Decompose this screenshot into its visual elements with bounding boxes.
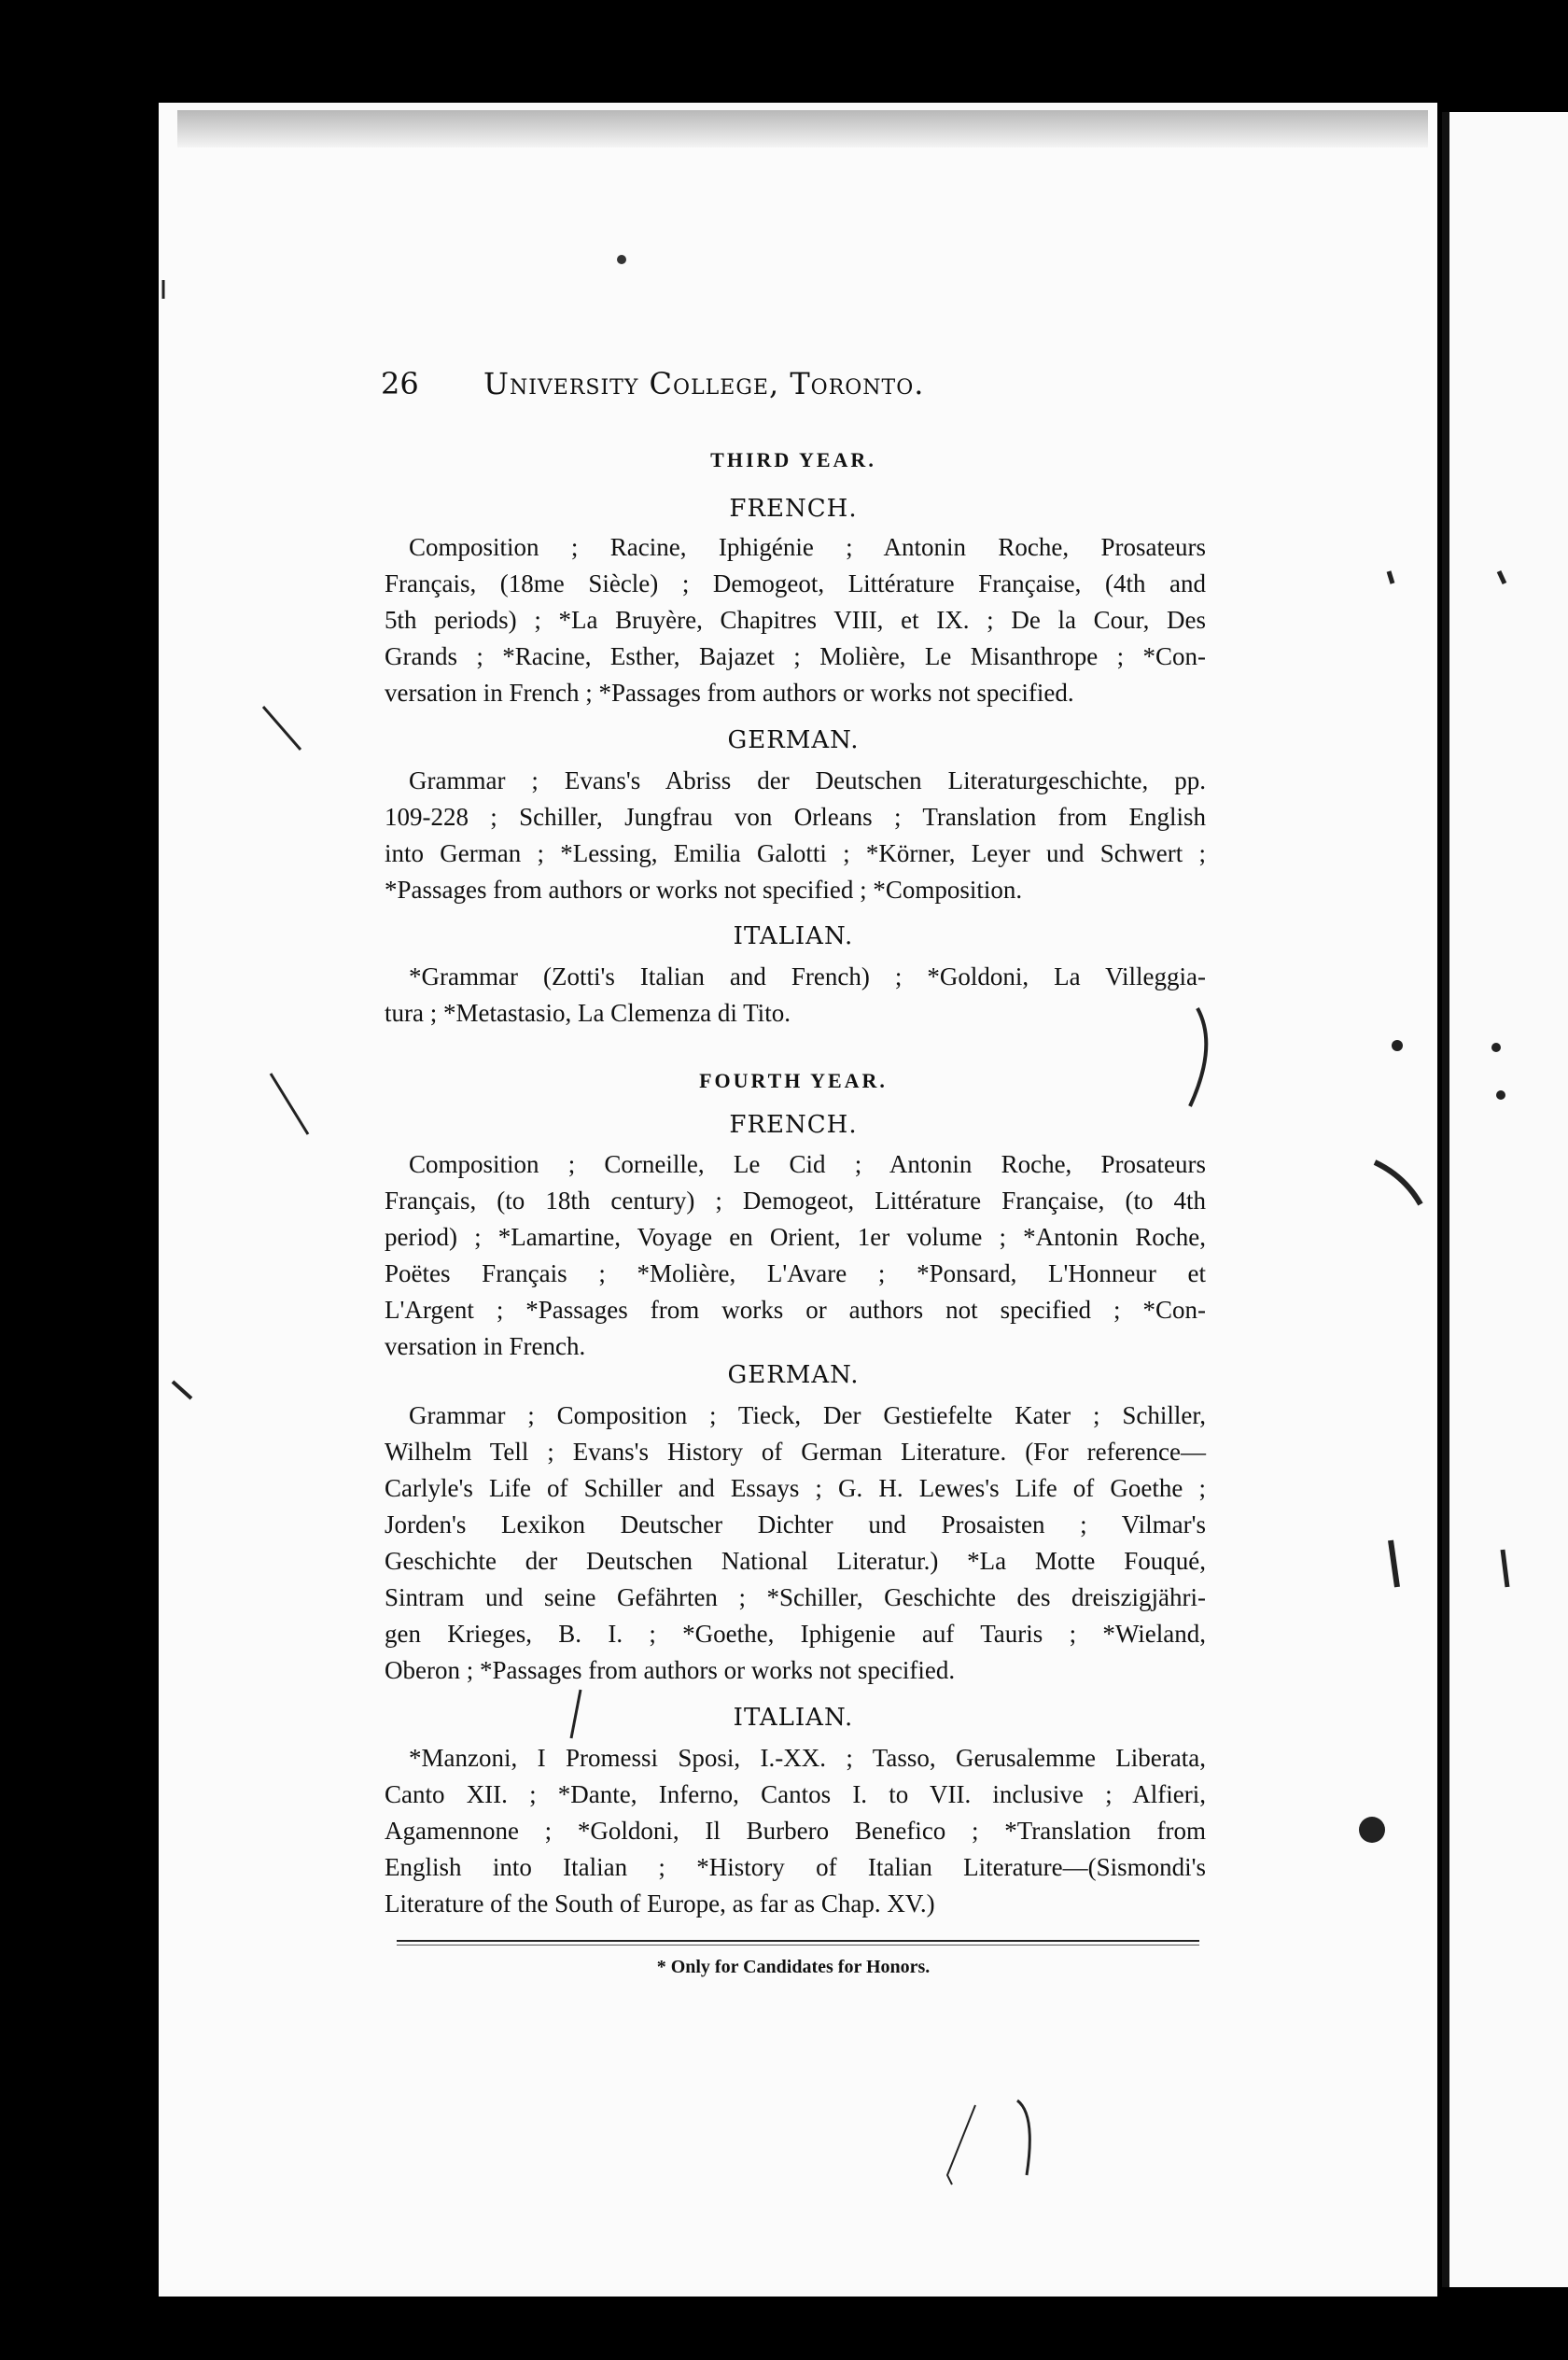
text-line: Grammar ; Composition ; Tieck, Der Gestiefelte Kater ; Schiller, bbox=[409, 1401, 1206, 1429]
fourth-year-italian-heading: ITALIAN. bbox=[733, 1704, 854, 1732]
text-line: Composition ; Corneille, Le Cid ; Antonin Roche, Prosateurs bbox=[409, 1150, 1206, 1178]
text-line: Grands ; *Racine, Esther, Bajazet ; Molière, Le Misanthrope ; *Con- bbox=[385, 642, 1206, 670]
text-line: L'Argent ; *Passages from works or authors not specified ; *Con- bbox=[385, 1296, 1206, 1324]
text-line: Oberon ; *Passages from authors or works not specified. bbox=[385, 1656, 956, 1684]
third-year-french-heading: FRENCH. bbox=[729, 495, 858, 523]
text-line: tura ; *Metastasio, La Clemenza di Tito. bbox=[385, 999, 791, 1027]
text-line: Grammar ; Evans's Abriss der Deutschen Literaturgeschichte, pp. bbox=[409, 766, 1206, 794]
third-year-italian-text bbox=[385, 959, 1206, 1032]
third-year-heading: THIRD YEAR. bbox=[710, 448, 876, 471]
text-line: versation in French. bbox=[385, 1332, 586, 1360]
text-line: 5th periods) ; *La Bruyère, Chapitres VIII, et IX. ; De la Cour, Des bbox=[385, 606, 1206, 634]
text-line: Français, (18me Siècle) ; Demogeot, Littérature Française, (4th and bbox=[385, 569, 1206, 597]
text-line: Agamennone ; *Goldoni, Il Burbero Benefico ; *Translation from bbox=[385, 1817, 1206, 1845]
text-line: *Grammar (Zotti's Italian and French) ; *Goldoni, La Villeggia- bbox=[409, 962, 1206, 990]
text-line: Carlyle's Life of Schiller and Essays ; G. H. Lewes's Life of Goethe ; bbox=[385, 1474, 1206, 1502]
text-line: Geschichte der Deutschen National Literatur.) *La Motte Fouqué, bbox=[385, 1547, 1206, 1575]
text-line: *Manzoni, I Promessi Sposi, I.-XX. ; Tasso, Gerusalemme Liberata, bbox=[409, 1744, 1206, 1772]
page-curl-shadow bbox=[177, 110, 1428, 148]
fourth-year-italian-text bbox=[385, 1740, 1206, 1922]
page-number: 26 bbox=[381, 366, 419, 401]
fourth-year-german-text bbox=[385, 1398, 1206, 1689]
footnote: * Only for Candidates for Honors. bbox=[656, 1957, 931, 1977]
text-line: into German ; *Lessing, Emilia Galotti ; *Körner, Leyer und Schwert ; bbox=[385, 839, 1206, 867]
fourth-year-heading: FOURTH YEAR. bbox=[699, 1069, 888, 1092]
facing-page-edge bbox=[1442, 112, 1568, 2287]
running-title: University College, Toronto. bbox=[483, 366, 925, 401]
footnote-rule-thin bbox=[397, 1945, 1199, 1946]
text-line: Canto XII. ; *Dante, Inferno, Cantos I. to VII. inclusive ; Alfieri, bbox=[385, 1780, 1206, 1808]
text-line: English into Italian ; *History of Italian Literature—(Sismondi's bbox=[385, 1853, 1206, 1881]
third-year-french-text bbox=[385, 529, 1206, 711]
text-line: *Passages from authors or works not specified ; *Composition. bbox=[385, 876, 1023, 904]
footnote-rule bbox=[397, 1940, 1199, 1942]
text-line: 109-228 ; Schiller, Jungfrau von Orleans ; Translation from English bbox=[385, 803, 1206, 831]
fourth-year-french-heading: FRENCH. bbox=[729, 1111, 858, 1139]
page-header bbox=[381, 366, 1015, 413]
third-year-italian-heading: ITALIAN. bbox=[733, 922, 854, 950]
text-line: Sintram und seine Gefährten ; *Schiller, Geschichte des dreiszigjähri- bbox=[385, 1583, 1206, 1611]
third-year-german-text bbox=[385, 763, 1206, 908]
text-line: Literature of the South of Europe, as far as Chap. XV.) bbox=[385, 1889, 935, 1918]
text-line: versation in French ; *Passages from authors or works not specified. bbox=[385, 679, 1074, 707]
text-line: Jorden's Lexikon Deutscher Dichter und Prosaisten ; Vilmar's bbox=[385, 1510, 1206, 1538]
text-line: Composition ; Racine, Iphigénie ; Antonin Roche, Prosateurs bbox=[409, 533, 1206, 561]
fourth-year-french-text bbox=[385, 1146, 1206, 1365]
third-year-german-heading: GERMAN. bbox=[727, 726, 860, 754]
fourth-year-german-heading: GERMAN. bbox=[727, 1361, 860, 1389]
text-line: period) ; *Lamartine, Voyage en Orient, 1er volume ; *Antonin Roche, bbox=[385, 1223, 1206, 1251]
text-line: Français, (to 18th century) ; Demogeot, Littérature Française, (to 4th bbox=[385, 1187, 1206, 1215]
text-line: Poëtes Français ; *Molière, L'Avare ; *Ponsard, L'Honneur et bbox=[385, 1259, 1206, 1287]
text-line: Wilhelm Tell ; Evans's History of German Literature. (For reference— bbox=[385, 1438, 1206, 1466]
text-line: gen Krieges, B. I. ; *Goethe, Iphigenie auf Tauris ; *Wieland, bbox=[385, 1620, 1206, 1648]
